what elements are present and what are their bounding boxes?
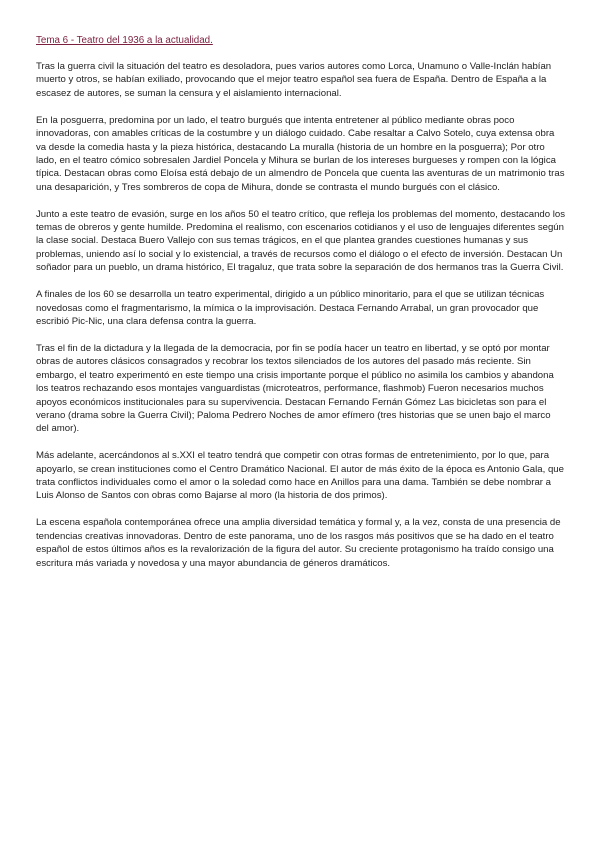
paragraph-postwar-situation: Tras la guerra civil la situación del teatro es desoladora, pues varios autores como Lorca, Unamuno o Valle-Inclán habían muerto y otros, se habían exiliado, provocando que el mejor teatro español sea fuera de España. Dentro de España a la escasez de autores, se suman la censura y el aislamiento internacional. [36,61,552,99]
paragraph-bourgeois-theatre: En la posguerra, predomina por un lado, el teatro burgués que intenta entretener al público mediante obras poco innovadoras, con amables críticas de la costumbre y un diálogo cuidado. Cabe resaltar a Calvo Sotelo, cuya extensa obra va desde la comedia hasta y la pieza histórica, destacando La muralla (historia de un hombre en la posguerra); Por otro lado, en el teatro cómico sobresalen Jardiel Poncela y Mihura se burlan de los intereses burgueses y rompen con la lógica típica. Destacan obras como Eloísa está debajo de un almendro de Poncela que cuenta las aventuras de un matrimonio tras una desaparición, y Tres sombreros de copa de Mihura, donde se contrasta el mundo burgués con el clásico. [36,114,565,193]
document-title: Tema 6 - Teatro del 1936 a la actualidad. [36,35,213,46]
paragraph-democracy-theatre: Tras el fin de la dictadura y la llegada de la democracia, por fin se podía hacer un teatro en libertad, y se optó por montar obras de autores clásicos consagrados y recobrar los textos silenciados de los autores del pasado más reciente. Sin embargo, el teatro experimentó en este tiempo una crisis importante porque el público no asimila los cambios y abandona los teatros rechazando esos montajes vanguardistas (microteatros, performance, flashmob) Fueron necesarios muchos apoyos económicos institucionales para su supervivencia. Destacan Fernando Fernán Gómez Las bicicletas son para el verano (drama sobre la Guerra Civil); Paloma Pedrero Noches de amor efímero (tres historias que se unen bajo el marco del amor). [36,342,554,435]
document-page [36,34,566,584]
paragraph-xxi-century: Más adelante, acercándonos al s.XXI el teatro tendrá que competir con otras formas de entretenimiento, por lo que, para apoyarlo, se crean instituciones como el Centro Dramático Nacional. El autor de más éxito de la época es Antonio Gala, que trata conflictos individuales como el amor o la soledad como hace en Anillos para una dama. También se debe nombrar a Luis Alonso de Santos con obras como Bajarse al moro (la historia de dos primos). [36,450,564,502]
paragraph-experimental-theatre: A finales de los 60 se desarrolla un teatro experimental, dirigido a un público minoritario, para el que se utilizan técnicas novedosas como el fragmentarismo, la mímica o la improvisación. Destaca Fernando Arrabal, un gran provocador que escribió Pic-Nic, una clara defensa contra la guerra. [36,289,545,327]
paragraph-contemporary-scene: La escena española contemporánea ofrece una amplia diversidad temática y formal y, a la vez, consta de una presencia de tendencias creativas innovadoras. Dentro de este panorama, uno de los rasgos más positivos que se ha dado en el teatro español de estos últimos años es la revalorización de la figura del autor. Su creciente protagonismo ha traído consigo una escritura más variada y novedosa y una mayor abundancia de géneros dramáticos. [36,517,561,569]
paragraph-critical-theatre: Junto a este teatro de evasión, surge en los años 50 el teatro crítico, que refleja los problemas del momento, destacando los temas de obreros y gente humilde. Predomina el realismo, con escenarios cotidianos y el uso de lenguajes diferentes según la clase social. Destaca Buero Vallejo con sus temas trágicos, en el que plantea grandes cuestiones humanas y sus problemas, uniendo así lo social y lo existencial, a través de recursos como el diálogo o el efecto de inversión. Destacan Un soñador para un pueblo, un drama histórico, El tragaluz, que trata sobre la separación de dos hermanos tras la Guerra Civil. [36,208,566,274]
